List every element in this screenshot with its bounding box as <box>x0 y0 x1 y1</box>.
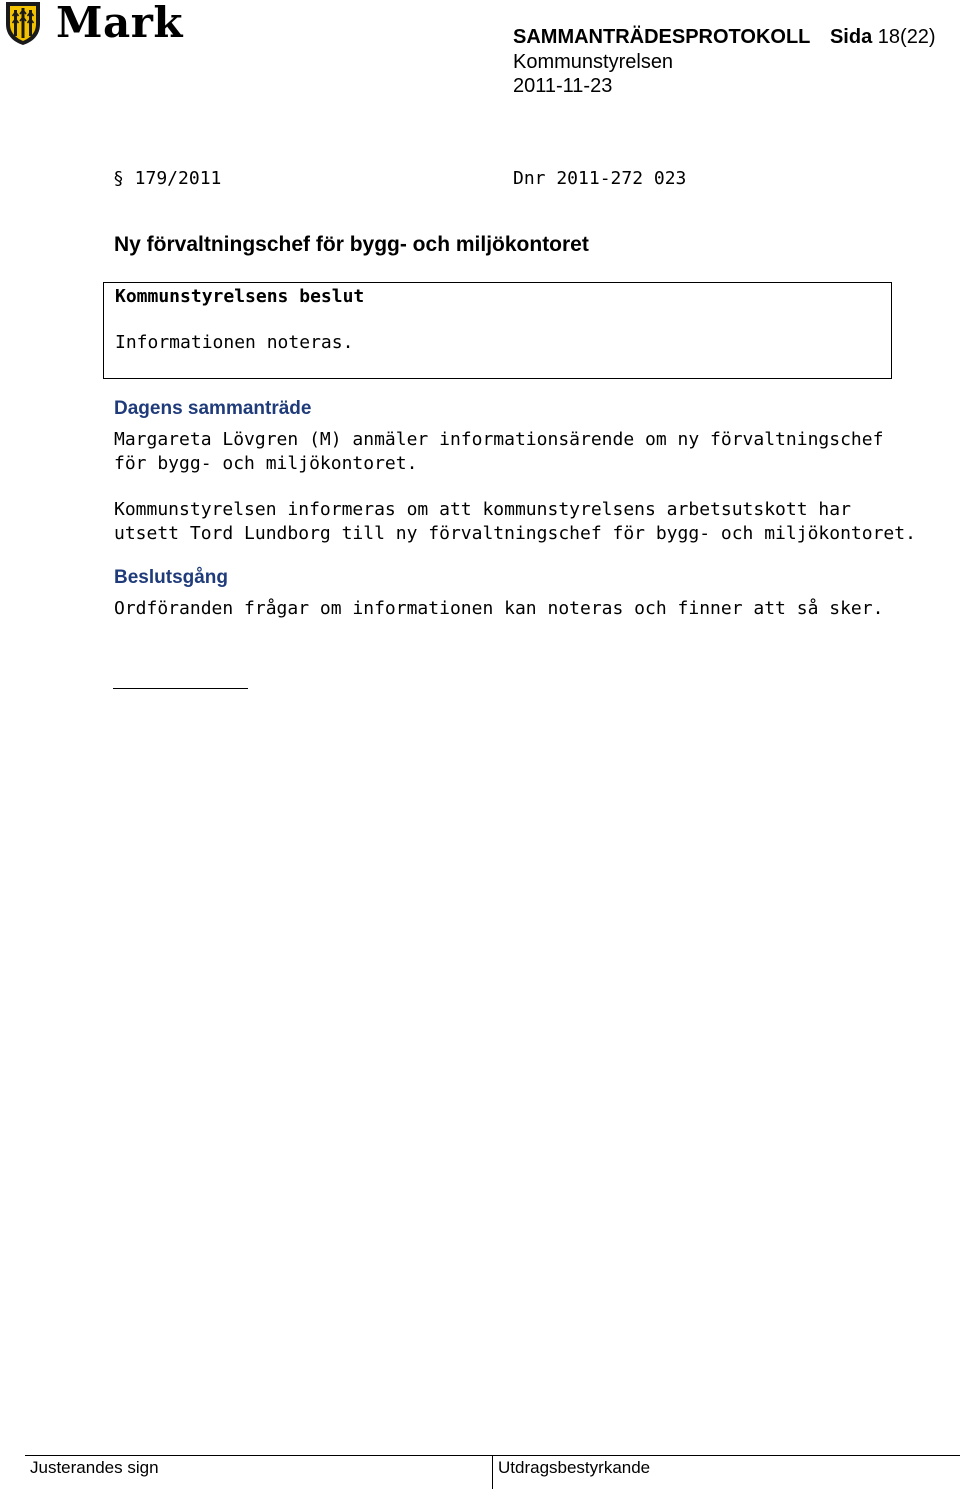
document-title: SAMMANTRÄDESPROTOKOLL <box>513 26 811 48</box>
decision-heading: Kommunstyrelsens beslut <box>115 286 365 307</box>
diary-number: Dnr 2011-272 023 <box>513 168 687 189</box>
text-line: Margareta Lövgren (M) anmäler informationsärende om ny förvaltningschef <box>114 429 884 450</box>
decision-box <box>103 282 892 379</box>
logo-text: Mark <box>56 0 183 47</box>
municipality-logo <box>4 0 183 50</box>
case-title: Ny förvaltningschef för bygg- och miljökontoret <box>114 233 589 256</box>
end-of-item-rule <box>113 688 248 689</box>
section-heading-procedure: Beslutsgång <box>114 567 229 588</box>
page-label: Sida <box>829 26 873 48</box>
meeting-text <box>114 428 883 476</box>
text-line: utsett Tord Lundborg till ny förvaltningschef för bygg- och miljökontoret. <box>114 523 916 544</box>
information-text <box>114 498 916 546</box>
page-number: 18(22) <box>877 26 936 48</box>
text-line: Kommunstyrelsen informeras om att kommunstyrelsens arbetsutskott har <box>114 499 851 520</box>
header-line-title <box>513 25 936 49</box>
header-body-name: Kommunstyrelsen <box>513 51 674 73</box>
footer-sign-label: Justerandes sign <box>30 1458 159 1477</box>
decision-text: Informationen noteras. <box>115 332 354 353</box>
section-heading-meeting: Dagens sammanträde <box>114 398 312 419</box>
text-line: Ordföranden frågar om informationen kan noteras och finner att så sker. <box>114 598 884 619</box>
paragraph-number: § 179/2011 <box>113 168 222 189</box>
text-line: för bygg- och miljökontoret. <box>114 453 418 474</box>
footer-certify-label: Utdragsbestyrkande <box>498 1458 651 1477</box>
procedure-text <box>114 597 883 621</box>
header-date: 2011-11-23 <box>513 75 613 97</box>
footer-divider <box>492 1455 493 1489</box>
municipal-crest-icon <box>4 0 42 46</box>
